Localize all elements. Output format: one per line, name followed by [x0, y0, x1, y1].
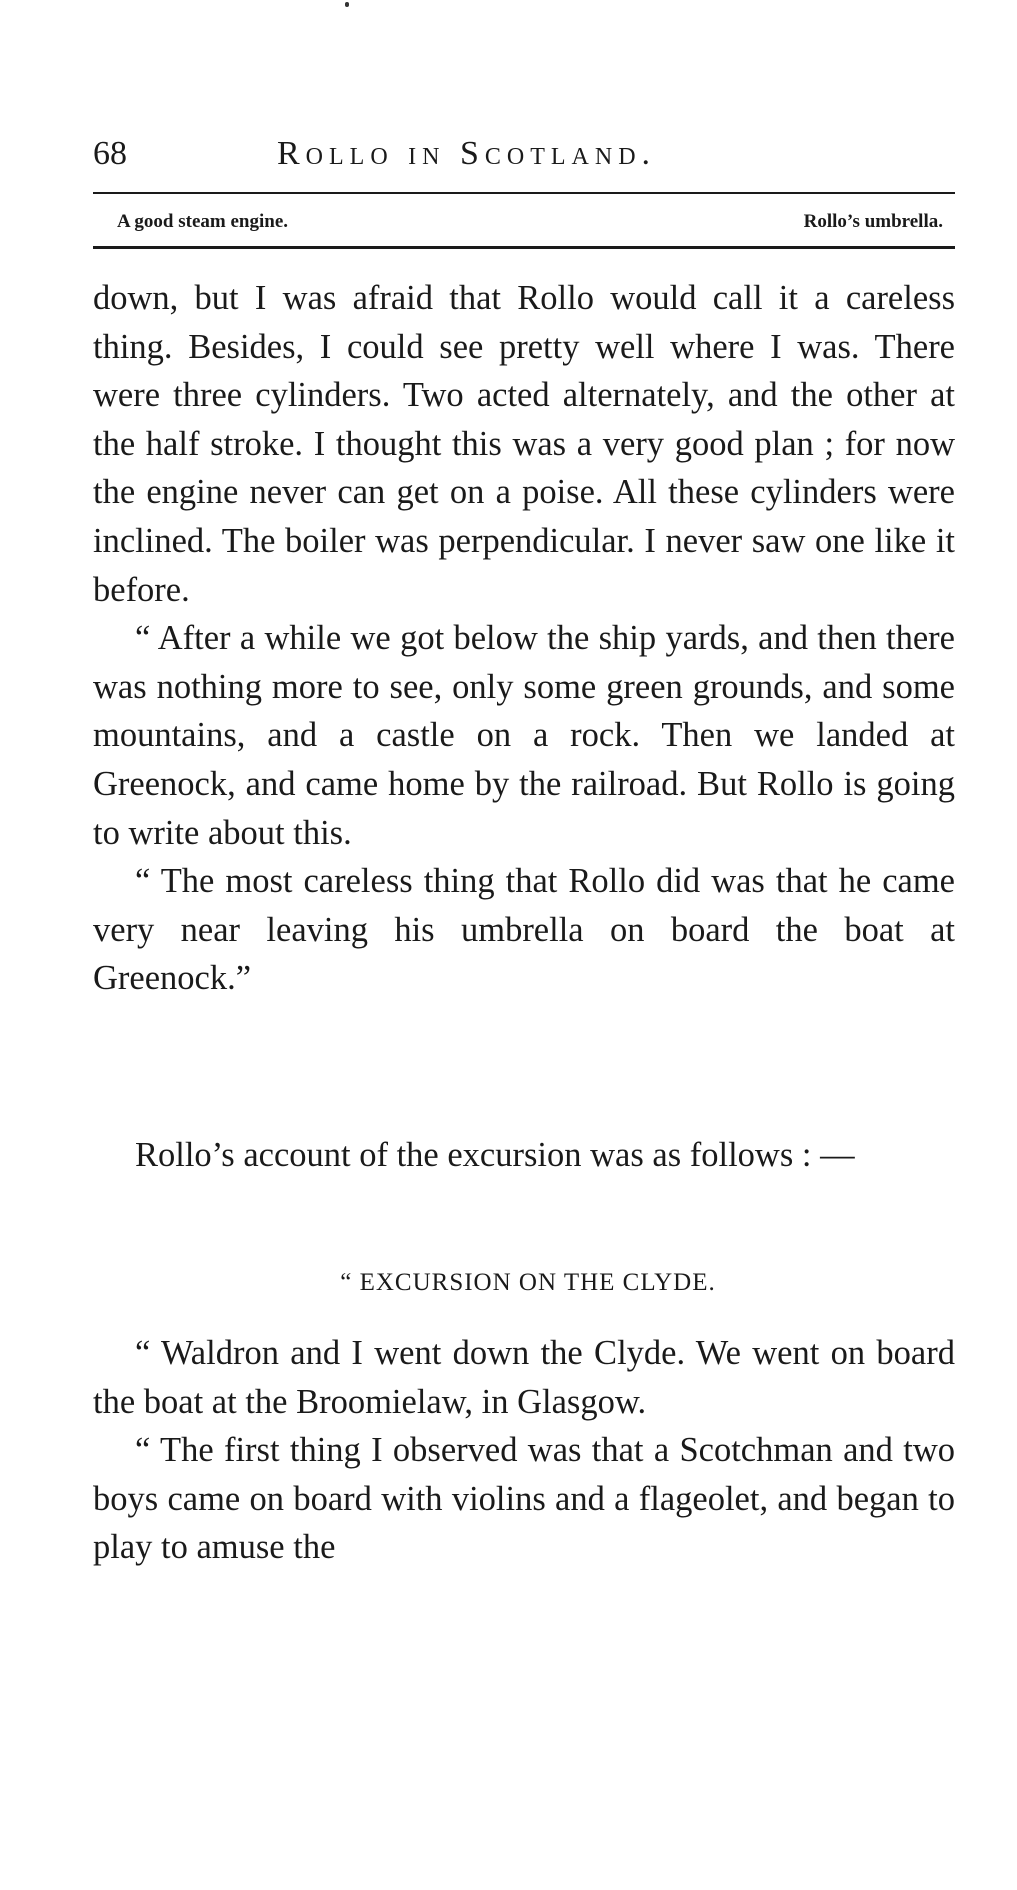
paragraph: Rollo’s account of the excursion was as follows : —: [135, 1136, 855, 1174]
header-rule-bottom: [93, 246, 955, 249]
body-text-upper: [93, 274, 955, 1003]
ink-speck: [345, 2, 349, 7]
header-rule-top: [93, 192, 955, 194]
topic-right: Rollo’s umbrella.: [803, 211, 943, 232]
paragraph: “ The most careless thing that Rollo did was that he came very near leaving his umbrella on board the boat at Greenock.”: [93, 862, 955, 998]
paragraph: “ The first thing I observed was that a Scotchman and two boys came on board with violins and a flageolet, and began to play to amuse the: [93, 1431, 955, 1567]
topic-left: A good steam engine.: [117, 211, 288, 232]
section-heading: “ EXCURSION ON THE CLYDE.: [340, 1269, 716, 1296]
page-number: 68: [93, 135, 127, 172]
paragraph: “ Waldron and I went down the Clyde. We went on board the boat at the Broomielaw, in Glasgow.: [93, 1334, 955, 1421]
paragraph: “ After a while we got below the ship yards, and then there was nothing more to see, only some green grounds, and some mountains, and a castle on a rock. Then we landed at Greenock, and came home by the railroad. But Rollo is going to write about this.: [93, 619, 955, 852]
book-title: Rollo in Scotland.: [277, 135, 657, 172]
paragraph: down, but I was afraid that Rollo would call it a careless thing. Besides, I could see pretty well where I was. There were three cylinders. Two acted alternately, and the other at the half stroke. I thought this was a very good plan ; for now the engine never can get on a poise. All these cylinders were inclined. The boiler was perpendicular. I never saw one like it before.: [93, 279, 955, 609]
running-head: [93, 134, 953, 174]
topic-headings: [117, 208, 943, 236]
body-text-middle: [93, 1131, 955, 1180]
body-text-lower: [93, 1329, 955, 1572]
